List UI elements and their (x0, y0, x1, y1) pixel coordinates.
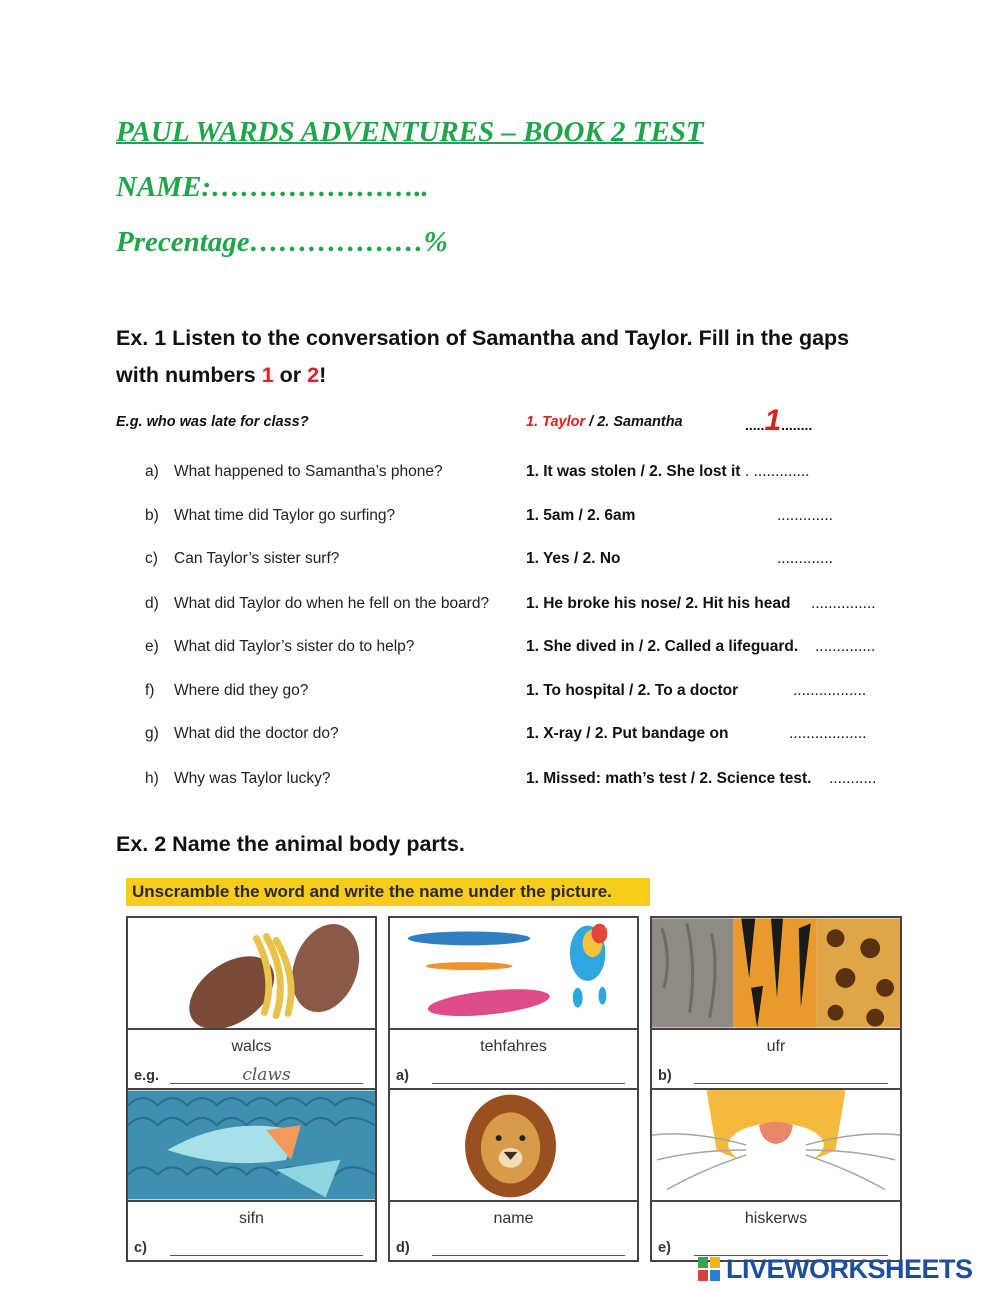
answer-blank[interactable]: ............. (777, 507, 833, 524)
question-letter: c) (145, 550, 158, 567)
question-options: 1. He broke his nose/ 2. Hit his head (526, 595, 791, 612)
picture-cell-claws (126, 916, 377, 1090)
answer-line[interactable] (432, 1083, 625, 1084)
scrambled-word: name (493, 1210, 534, 1227)
question-letter: e) (145, 638, 159, 655)
ex1-num1: 1 (261, 363, 274, 387)
picture-cell-feathers (388, 916, 639, 1090)
question-row (145, 770, 905, 792)
question-row (145, 595, 905, 617)
cell-label: e) (658, 1240, 671, 1256)
ex1-excl: ! (319, 363, 327, 387)
scrambled-word: walcs (231, 1038, 272, 1055)
answer-blank[interactable]: . ............. (745, 463, 810, 480)
instruction-banner: Unscramble the word and write the name under the picture. (126, 878, 650, 906)
question-row (145, 682, 905, 704)
question-options: 1. It was stolen / 2. She lost it (526, 463, 741, 480)
ex1-title (116, 320, 856, 394)
question-text: What did Taylor do when he fell on the board? (174, 595, 490, 612)
example-answer-handwritten: claws (242, 1065, 291, 1085)
example-answer (745, 404, 812, 438)
logo-icon (698, 1257, 720, 1281)
question-text: Can Taylor’s sister surf? (174, 550, 340, 567)
question-letter: g) (145, 725, 159, 742)
name-field-line[interactable]: NAME:………………….. (116, 171, 429, 203)
answer-blank[interactable]: ............. (777, 550, 833, 567)
cell-label: d) (396, 1240, 410, 1256)
logo-text: LIVEWORKSHEETS (726, 1254, 973, 1284)
scrambled-word: tehfahres (480, 1038, 547, 1055)
ex1-title-text: Ex. 1 Listen to the conversation of Samantha and Taylor. Fill in the gaps with numbers (116, 326, 850, 387)
answer-line[interactable] (432, 1255, 625, 1256)
example-option-1: 1. Taylor (526, 414, 586, 430)
example-dots-before: ..... (745, 417, 765, 433)
question-letter: a) (145, 463, 159, 480)
example-answer-value: 1 (764, 404, 782, 437)
scrambled-word: sifn (239, 1210, 264, 1227)
question-row (145, 507, 905, 529)
question-options: 1. She dived in / 2. Called a lifeguard. (526, 638, 799, 655)
scrambled-word: hiskerws (744, 1210, 808, 1227)
ex1-num2: 2 (307, 363, 320, 387)
question-text: What did the doctor do? (174, 725, 339, 742)
cell-label: c) (134, 1240, 147, 1256)
question-letter: b) (145, 507, 159, 524)
picture-cell-fur (650, 916, 902, 1090)
claws-icon (128, 918, 375, 1030)
cell-label: b) (658, 1068, 672, 1084)
question-options: 1. 5am / 2. 6am (526, 507, 636, 524)
example-option-2: / 2. Samantha (585, 414, 683, 430)
answer-line[interactable] (694, 1083, 888, 1084)
picture-cell-fins (126, 1088, 377, 1262)
question-row (145, 463, 905, 485)
ex1-or: or (273, 363, 308, 387)
scrambled-word: ufr (766, 1038, 786, 1055)
question-row (145, 638, 905, 660)
question-options: 1. Yes / 2. No (526, 550, 621, 567)
feathers-icon (390, 918, 637, 1030)
question-row (145, 550, 905, 572)
picture-cell-mane (388, 1088, 639, 1262)
cell-label: a) (396, 1068, 409, 1084)
example-question: E.g. who was late for class? (116, 414, 309, 430)
question-letter: h) (145, 770, 159, 787)
question-row (145, 725, 905, 747)
question-text: What happened to Samantha’s phone? (174, 463, 443, 480)
question-options: 1. To hospital / 2. To a doctor (526, 682, 739, 699)
question-options: 1. X-ray / 2. Put bandage on (526, 725, 729, 742)
question-text: Where did they go? (174, 682, 309, 699)
answer-blank[interactable]: ............... (811, 595, 876, 612)
answer-blank[interactable]: .............. (815, 638, 876, 655)
question-text: Why was Taylor lucky? (174, 770, 331, 787)
answer-blank[interactable]: ................. (793, 682, 867, 699)
cell-label: e.g. (134, 1068, 159, 1084)
fins-icon (128, 1090, 375, 1202)
question-text: What time did Taylor go surfing? (174, 507, 396, 524)
fur-icon (652, 918, 900, 1030)
question-options: 1. Missed: math’s test / 2. Science test. (526, 770, 812, 787)
ex2-title: Ex. 2 Name the animal body parts. (116, 832, 465, 856)
whiskers-icon (652, 1090, 900, 1202)
answer-line[interactable] (170, 1083, 363, 1084)
mane-icon (390, 1090, 637, 1202)
answer-line[interactable] (170, 1255, 363, 1256)
worksheet-title: PAUL WARDS ADVENTURES – BOOK 2 TEST (116, 116, 704, 148)
example-options (526, 414, 683, 430)
question-text: What did Taylor’s sister do to help? (174, 638, 415, 655)
example-dots-after: ........ (781, 417, 813, 433)
question-letter: f) (145, 682, 155, 699)
example-row (116, 404, 896, 437)
answer-blank[interactable]: .................. (789, 725, 867, 742)
question-letter: d) (145, 595, 159, 612)
picture-cell-whiskers (650, 1088, 902, 1262)
percentage-field-line[interactable]: Precentage………………% (116, 226, 448, 258)
answer-blank[interactable]: ........... (829, 770, 877, 787)
